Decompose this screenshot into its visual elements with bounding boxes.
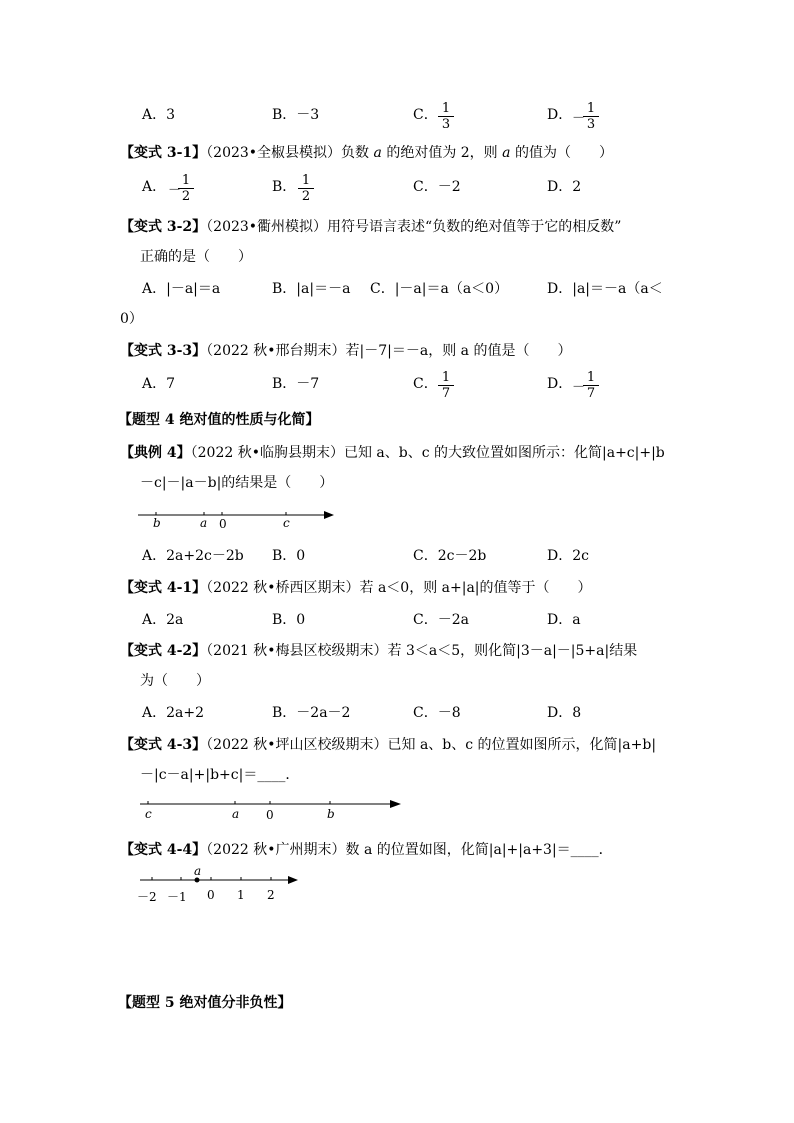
option-a: A．2a <box>142 612 184 628</box>
point-a <box>195 878 200 883</box>
axis-label-zero: 0 <box>219 517 227 531</box>
question-v31: 【变式 3-1】（2023•全椒县模拟）负数 a 的绝对值为 2，则 a 的值为（ ） <box>120 145 613 161</box>
option-b: B．－3 <box>272 107 320 123</box>
axis-label-a: a <box>194 864 202 878</box>
option-a: A． <box>142 179 167 195</box>
option-c: C．－2a <box>413 612 469 628</box>
option-b: B．0 <box>272 548 306 564</box>
neg-sign: － <box>572 380 586 395</box>
axis-label-zero: 0 <box>266 808 274 822</box>
question-v32-line2: 正确的是（ ） <box>140 249 252 265</box>
option-d: D．2c <box>547 548 589 564</box>
number-line-e4 <box>138 505 334 529</box>
option-d: D．8 <box>547 705 582 721</box>
question-v43: 【变式 4-3】（2022 秋•坪山区校级期末）已知 a、b、c 的位置如图所示，化简|a+b| <box>120 737 657 753</box>
number-line-v44 <box>140 872 300 888</box>
tick-label: －1 <box>167 890 187 904</box>
option-a: A．2a+2c－2b <box>142 548 244 564</box>
option-c: C．－8 <box>413 705 461 721</box>
question-e4-line2: －c|－|a－b|的结果是（ ） <box>140 475 334 491</box>
axis-label-c: c <box>283 516 290 530</box>
option-d: D．a <box>547 612 581 628</box>
fraction: $\frac{1}{2}$ <box>178 173 194 204</box>
option-c: C． <box>413 376 438 392</box>
fraction: $\frac{1}{3}$ <box>583 101 599 132</box>
axis-label-c: c <box>145 807 152 821</box>
fraction: $\frac{1}{2}$ <box>298 173 314 204</box>
question-v41: 【变式 4-1】（2022 秋•桥西区期末）若 a＜0，则 a+|a|的值等于（ ） <box>120 580 592 596</box>
question-e4: 【典例 4】（2022 秋•临朐县期末）已知 a、b、c 的大致位置如图所示：化简|a+c|+|b <box>120 445 665 461</box>
axis-label-b: b <box>327 807 335 821</box>
section-title-4: 【题型 4 绝对值的性质与化简】 <box>118 412 320 428</box>
fraction: $\frac{1}{7}$ <box>583 370 599 401</box>
fraction: $\frac{1}{3}$ <box>438 101 454 132</box>
option-c: C．|－a|＝a（a＜0） <box>370 281 509 297</box>
question-v42: 【变式 4-2】（2021 秋•梅县区校级期末）若 3＜a＜5，则化简|3－a|－|5+a|结果 <box>120 643 638 659</box>
option-a: A．7 <box>142 376 176 392</box>
neg-sign: － <box>168 183 182 198</box>
question-v43-line2: －|c－a|+|b+c|＝____． <box>140 767 300 783</box>
axis-label-a: a <box>232 807 240 821</box>
question-v44: 【变式 4-4】（2022 秋•广州期末）数 a 的位置如图，化简|a|+|a+3|＝____． <box>120 842 613 858</box>
option-d-wrap: 0） <box>120 311 143 327</box>
option-d-label: D． <box>547 107 573 123</box>
option-c: C．2c－2b <box>413 548 487 564</box>
option-d: D． <box>547 376 573 392</box>
tick-label: 2 <box>267 888 275 902</box>
option-b: B．0 <box>272 612 306 628</box>
option-b: B． <box>272 179 297 195</box>
option-d: D．|a|＝－a（a＜ <box>547 281 663 297</box>
option-a: A．2a+2 <box>142 705 205 721</box>
option-c-label: C． <box>413 107 438 123</box>
option-d: D．2 <box>547 179 582 195</box>
option-b: B．－7 <box>272 376 320 392</box>
tick-label: 1 <box>237 888 245 902</box>
axis-label-a: a <box>200 516 208 530</box>
option-a: A．|－a|＝a <box>142 281 221 297</box>
section-title-5: 【题型 5 绝对值分非负性】 <box>118 995 292 1011</box>
option-c: C．－2 <box>413 179 461 195</box>
tick-label: 0 <box>207 888 215 902</box>
question-v32: 【变式 3-2】（2023•衢州模拟）用符号语言表述“负数的绝对值等于它的相反数” <box>120 219 622 235</box>
question-v42-line2: 为（ ） <box>140 673 210 689</box>
tick-label: －2 <box>137 890 157 904</box>
option-b: B．|a|＝－a <box>272 281 351 297</box>
option-b: B．－2a－2 <box>272 705 351 721</box>
question-v33: 【变式 3-3】（2022 秋•邢台期末）若|－7|＝－a，则 a 的值是（ ） <box>120 343 572 359</box>
axis-label-b: b <box>153 516 161 530</box>
neg-sign: － <box>572 111 586 126</box>
option-a: A．3 <box>142 107 176 123</box>
fraction: $\frac{1}{7}$ <box>438 370 454 401</box>
